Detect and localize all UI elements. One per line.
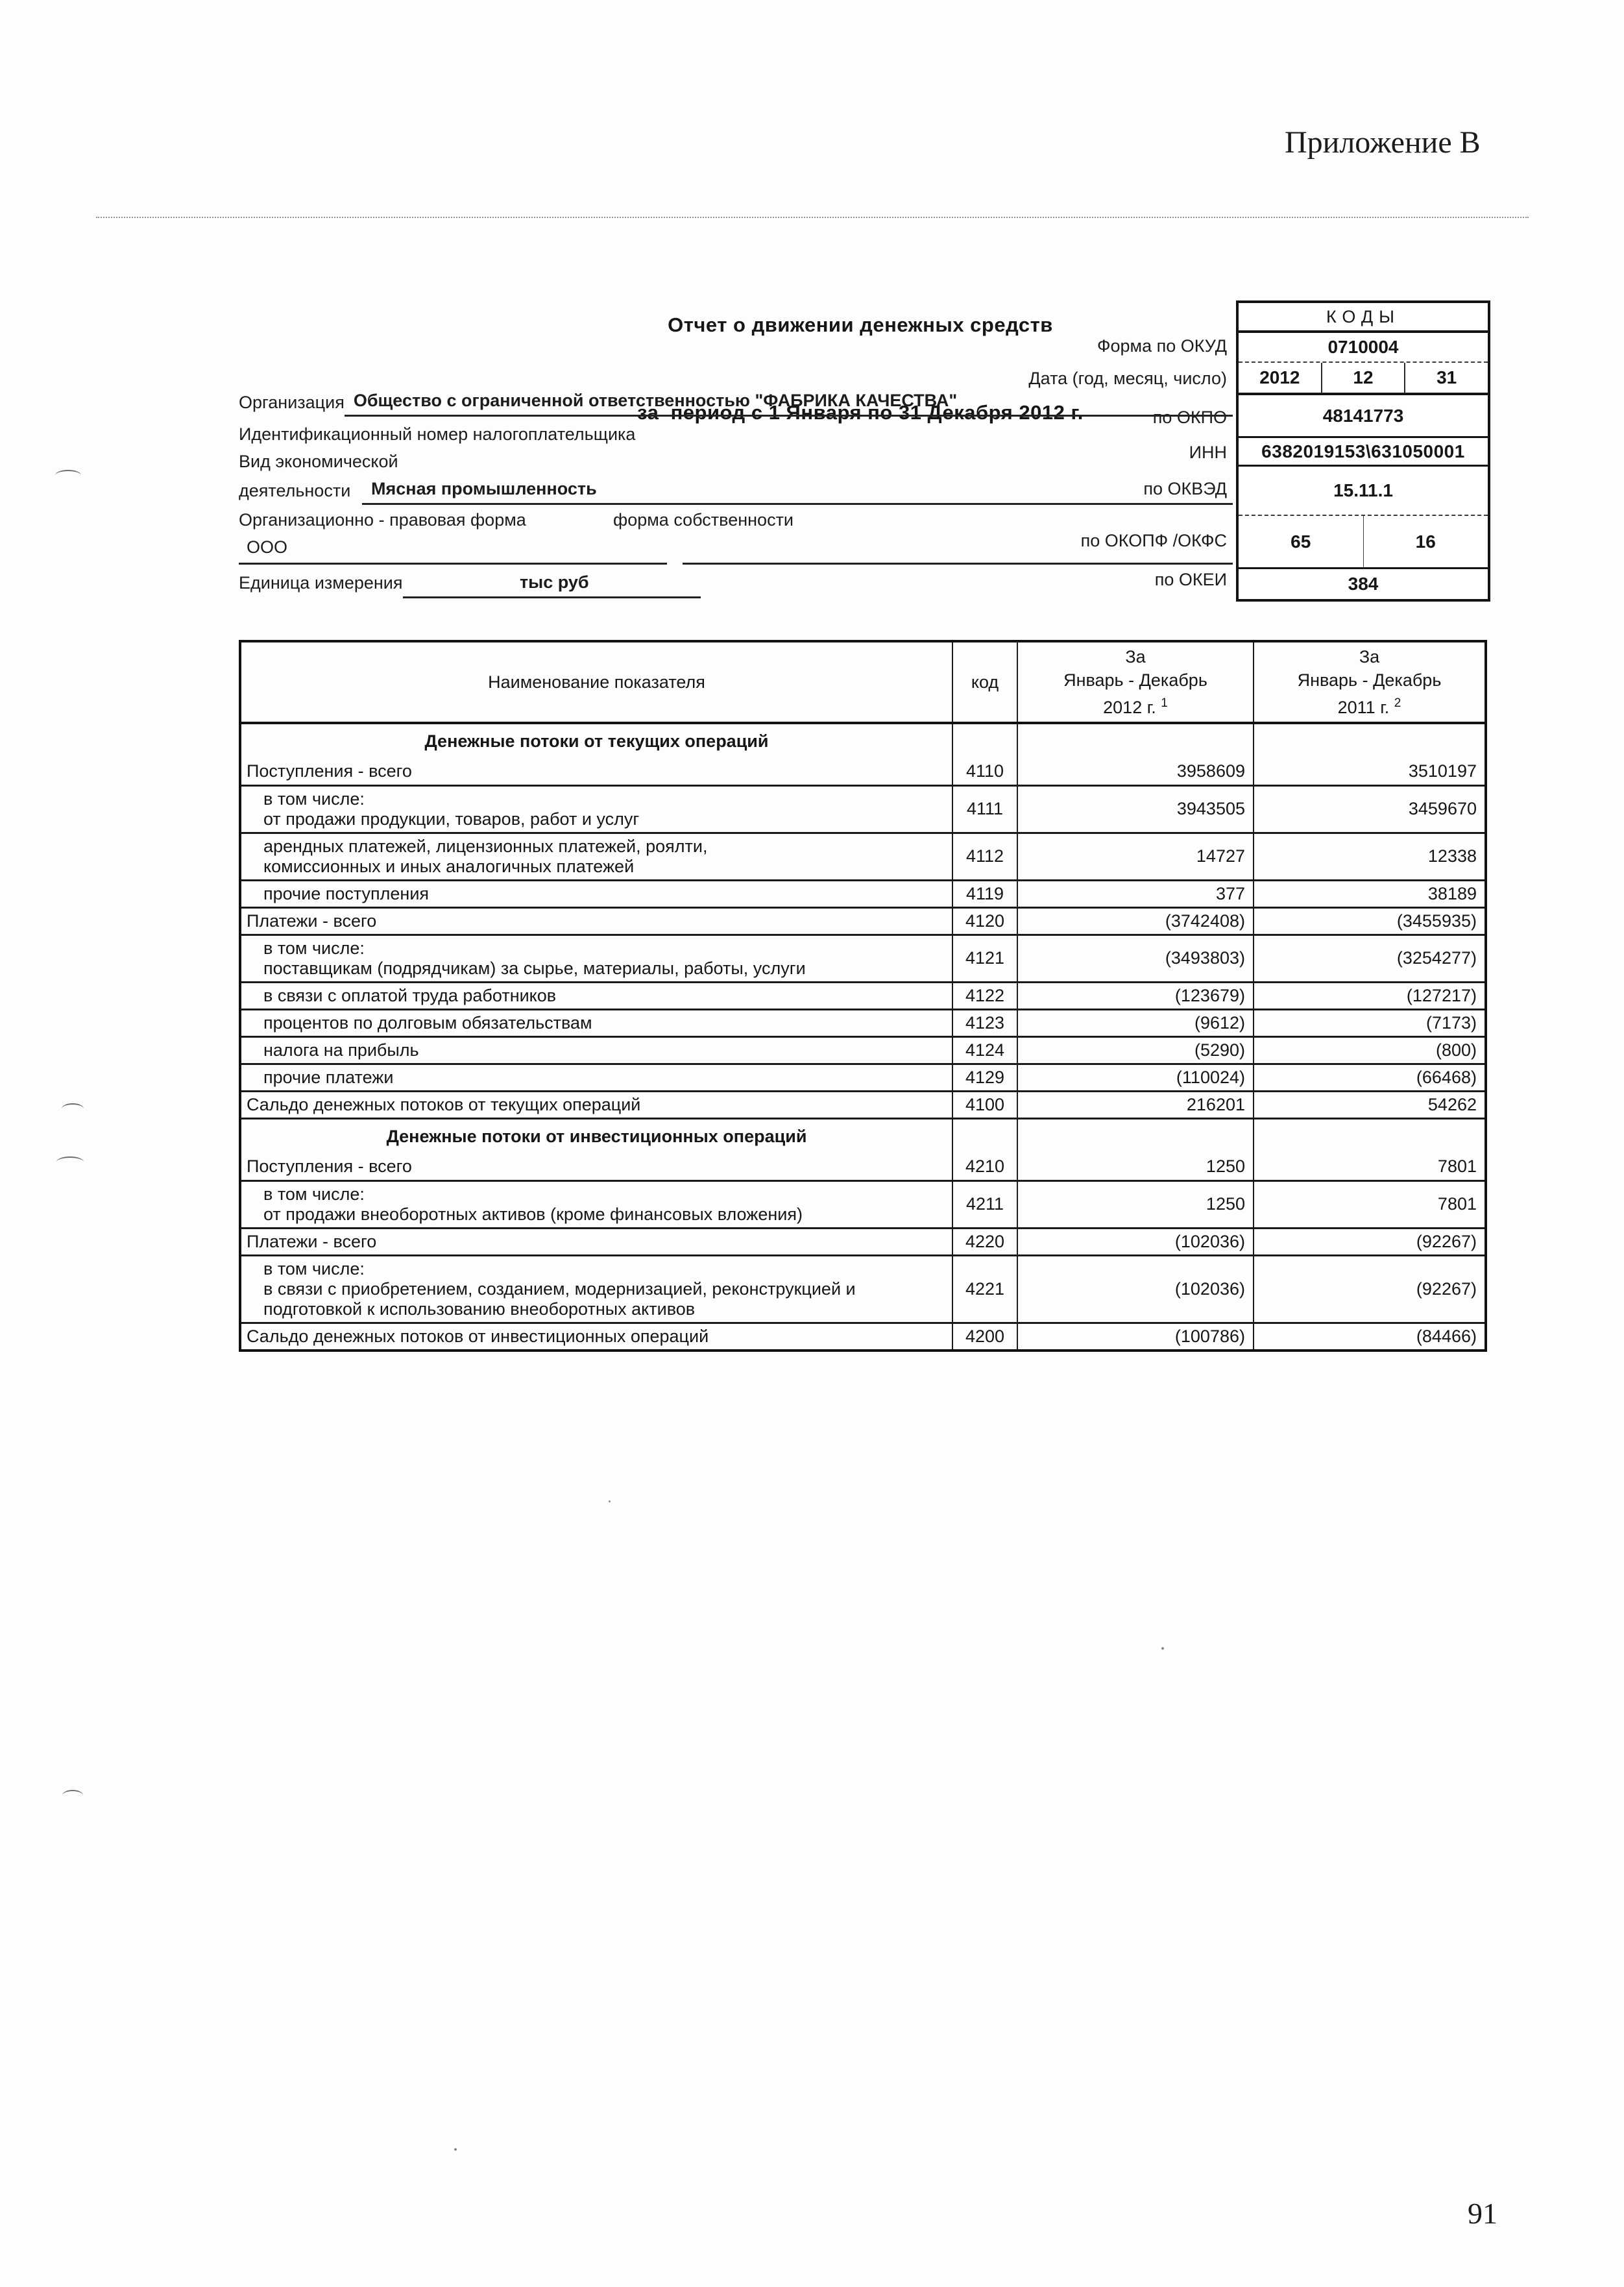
activity-caption-line-1: Вид экономической (239, 452, 398, 471)
row-code-cell: 4100 (952, 1091, 1017, 1118)
row-name-cell: арендных платежей, лицензионных платежей, роялти, комиссионных и иных аналогичных платежей (240, 833, 952, 880)
table-row (240, 1180, 1486, 1228)
organization-label: Организация (239, 393, 345, 412)
row-2012-value-cell: 14727 (1017, 833, 1254, 880)
row-2011-value-cell: (800) (1254, 1036, 1486, 1064)
scan-speck (454, 2148, 457, 2151)
unit-caption: Единица измерения (239, 573, 403, 593)
row-code-cell (952, 723, 1017, 758)
row-code-cell: 4129 (952, 1064, 1017, 1091)
unit-row (239, 572, 701, 598)
row-2011-value-cell (1254, 1118, 1486, 1153)
row-2011-value-cell: (127217) (1254, 982, 1486, 1009)
row-code-cell: 4220 (952, 1228, 1017, 1255)
page-number: 91 (1468, 2197, 1497, 2230)
row-2011-value-cell: (92267) (1254, 1255, 1486, 1323)
row-2011-value-cell: 12338 (1254, 833, 1486, 880)
row-name-cell: в связи с оплатой труда работников (240, 982, 952, 1009)
row-2012-value-cell: 216201 (1017, 1091, 1254, 1118)
row-name-cell: в том числе: от продажи внеоборотных активов (кроме финансовых вложения) (240, 1180, 952, 1228)
row-name-cell: Платежи - всего (240, 1228, 952, 1255)
okfs-value: 16 (1363, 516, 1488, 567)
codes-box (1236, 300, 1490, 602)
okpo-value: 48141773 (1239, 395, 1488, 438)
table-row (240, 833, 1486, 880)
row-name-cell: прочие платежи (240, 1064, 952, 1091)
header-za-2011: За (1359, 647, 1380, 667)
col-header-2012 (1017, 641, 1254, 723)
row-2011-value-cell: (84466) (1254, 1323, 1486, 1351)
table-row (240, 1153, 1486, 1180)
activity-caption-line-2: деятельности (239, 481, 351, 500)
row-name-cell: в том числе: от продажи продукции, товаров, работ и услуг (240, 785, 952, 833)
header-za-2012: За (1125, 647, 1146, 667)
row-2012-value-cell: (102036) (1017, 1255, 1254, 1323)
row-2012-value-cell: 3943505 (1017, 785, 1254, 833)
row-name-cell: Сальдо денежных потоков от инвестиционных операций (240, 1323, 952, 1351)
table-row (240, 1036, 1486, 1064)
row-2011-value-cell: 3459670 (1254, 785, 1486, 833)
col-header-code: код (952, 641, 1017, 723)
scan-artifact (62, 1790, 83, 1796)
table-row (240, 935, 1486, 982)
row-name-cell: процентов по долговым обязательствам (240, 1009, 952, 1036)
row-2012-value-cell: (110024) (1017, 1064, 1254, 1091)
row-name-cell: в том числе: поставщикам (подрядчикам) за сырье, материалы, работы, услуги (240, 935, 952, 982)
row-code-cell: 4200 (952, 1323, 1017, 1351)
appendix-label: Приложение В (1285, 125, 1481, 160)
row-code-cell: 4210 (952, 1153, 1017, 1180)
inn-value: 6382019153\631050001 (1239, 438, 1488, 467)
row-name-cell: Поступления - всего (247, 1156, 412, 1176)
okpo-label: по ОКПО (1152, 408, 1227, 427)
table-row (240, 758, 1486, 785)
date-month-value: 12 (1321, 363, 1405, 393)
ownership-value-blank (683, 537, 1233, 565)
header-year-2012: 2012 г. $^1$ (1103, 696, 1168, 717)
section-header-row (240, 723, 1486, 758)
row-2012-value-cell: (5290) (1017, 1036, 1254, 1064)
footnote-marker-1: 1 (1161, 696, 1168, 710)
row-code-cell: 4221 (952, 1255, 1017, 1323)
taxpayer-id-caption: Идентификационный номер налогоплательщика (239, 424, 636, 444)
table-row (240, 1009, 1486, 1036)
row-2011-value-cell (1254, 723, 1486, 758)
separator-line (96, 217, 1529, 218)
okved-value: 15.11.1 (1239, 467, 1488, 516)
date-year-value: 2012 (1259, 367, 1300, 387)
header-period-2011: Январь - Декабрь (1297, 670, 1442, 690)
date-day-value: 31 (1404, 363, 1488, 393)
header-year-2011: 2011 г. $^2$ (1337, 696, 1401, 717)
okei-value: 384 (1348, 574, 1379, 594)
row-2012-value-cell (1017, 1118, 1254, 1153)
codes-box-header: КОДЫ (1239, 303, 1488, 333)
cashflow-table (239, 640, 1487, 1352)
table-row (240, 1228, 1486, 1255)
row-2011-value-cell: (3455935) (1254, 907, 1486, 935)
unit-value: тыс руб (403, 572, 701, 598)
row-2011-value-cell: (92267) (1254, 1228, 1486, 1255)
scan-speck (609, 1500, 611, 1502)
row-code-cell: 4124 (952, 1036, 1017, 1064)
row-2012-value-cell: (9612) (1017, 1009, 1254, 1036)
row-code-cell: 4110 (952, 758, 1017, 785)
row-name-cell: налога на прибыль (240, 1036, 952, 1064)
row-2011-value-cell: (3254277) (1254, 935, 1486, 982)
ownership-caption: форма собственности (613, 510, 794, 530)
row-2012-value-cell: 1250 (1017, 1180, 1254, 1228)
section-title-cell: Денежные потоки от текущих операций (240, 723, 952, 758)
date-label: Дата (год, месяц, число) (1028, 369, 1227, 388)
scan-speck (1161, 1647, 1164, 1650)
legal-form-caption: Организационно - правовая форма (239, 510, 526, 530)
row-2011-value-cell: (7173) (1254, 1009, 1486, 1036)
col-header-2011 (1254, 641, 1486, 723)
row-2011-value-cell: 7801 (1254, 1180, 1486, 1228)
organization-value: Общество с ограниченной ответственностью "ФАБРИКА КАЧЕСТВА" (345, 391, 1233, 417)
okved-label: по ОКВЭД (1143, 479, 1227, 498)
cashflow-table-body (240, 723, 1486, 1351)
row-code-cell: 4120 (952, 907, 1017, 935)
scan-artifact (62, 1103, 84, 1110)
row-2012-value-cell: 1250 (1017, 1153, 1254, 1180)
table-row (240, 1091, 1486, 1118)
row-name-cell: Поступления - всего (247, 761, 412, 781)
cashflow-table-head (240, 641, 1486, 723)
row-2012-value-cell: (3493803) (1017, 935, 1254, 982)
okud-value: 0710004 (1239, 333, 1488, 363)
legal-form-value: ООО (239, 537, 667, 565)
organization-row (239, 391, 1233, 417)
table-row (240, 785, 1486, 833)
row-2011-value-cell: 3510197 (1254, 758, 1486, 785)
table-row (240, 982, 1486, 1009)
inn-label: ИНН (1189, 443, 1227, 462)
footnote-marker-2: 2 (1394, 696, 1401, 710)
row-2011-value-cell: 54262 (1254, 1091, 1486, 1118)
okopf-value: 65 (1291, 531, 1311, 552)
activity-row (239, 479, 1233, 505)
document-title-line-2: за период с 1 Января по 31 Декабря 2012 г. (637, 401, 1084, 424)
row-code-cell: 4122 (952, 982, 1017, 1009)
row-name-cell: Платежи - всего (240, 907, 952, 935)
section-header-row (240, 1118, 1486, 1153)
row-2012-value-cell (1017, 723, 1254, 758)
date-value-row (1239, 363, 1488, 395)
okopf-okfs-label: по ОКОПФ /ОКФС (1080, 531, 1227, 550)
row-code-cell: 4123 (952, 1009, 1017, 1036)
table-row (240, 1064, 1486, 1091)
row-2012-value-cell: (102036) (1017, 1228, 1254, 1255)
row-2012-value-cell: (3742408) (1017, 907, 1254, 935)
row-name-cell: Сальдо денежных потоков от текущих операций (240, 1091, 952, 1118)
col-header-name: Наименование показателя (240, 641, 952, 723)
row-code-cell: 4121 (952, 935, 1017, 982)
row-2011-value-cell: 38189 (1254, 880, 1486, 907)
table-row (240, 1323, 1486, 1351)
table-header-row (240, 641, 1486, 723)
table-row (240, 1255, 1486, 1323)
okud-label: Форма по ОКУД (1097, 336, 1227, 356)
header-period-2012: Январь - Декабрь (1063, 670, 1207, 690)
row-code-cell (952, 1118, 1017, 1153)
row-code-cell: 4111 (952, 785, 1017, 833)
okei-label: по ОКЕИ (1154, 570, 1227, 589)
scan-artifact (55, 470, 81, 476)
row-2011-value-cell: (66468) (1254, 1064, 1486, 1091)
row-name-cell: в том числе: в связи с приобретением, созданием, модернизацией, реконструкцией и подготовкой к использованию внеоборотных активов (240, 1255, 952, 1323)
row-code-cell: 4119 (952, 880, 1017, 907)
section-title-cell: Денежные потоки от инвестиционных операций (240, 1118, 952, 1153)
document-title-line-1: Отчет о движении денежных средств (668, 313, 1053, 336)
row-code-cell: 4112 (952, 833, 1017, 880)
table-row (240, 907, 1486, 935)
scan-artifact (56, 1156, 84, 1163)
row-2012-value-cell: 3958609 (1017, 758, 1254, 785)
activity-value: Мясная промышленность (362, 479, 1233, 505)
okopf-okfs-value-row (1239, 516, 1488, 569)
row-2012-value-cell: (100786) (1017, 1323, 1254, 1351)
row-2012-value-cell: (123679) (1017, 982, 1254, 1009)
row-name-cell: прочие поступления (240, 880, 952, 907)
row-2012-value-cell: 377 (1017, 880, 1254, 907)
table-row (240, 880, 1486, 907)
row-code-cell: 4211 (952, 1180, 1017, 1228)
row-2011-value-cell: 7801 (1254, 1153, 1486, 1180)
